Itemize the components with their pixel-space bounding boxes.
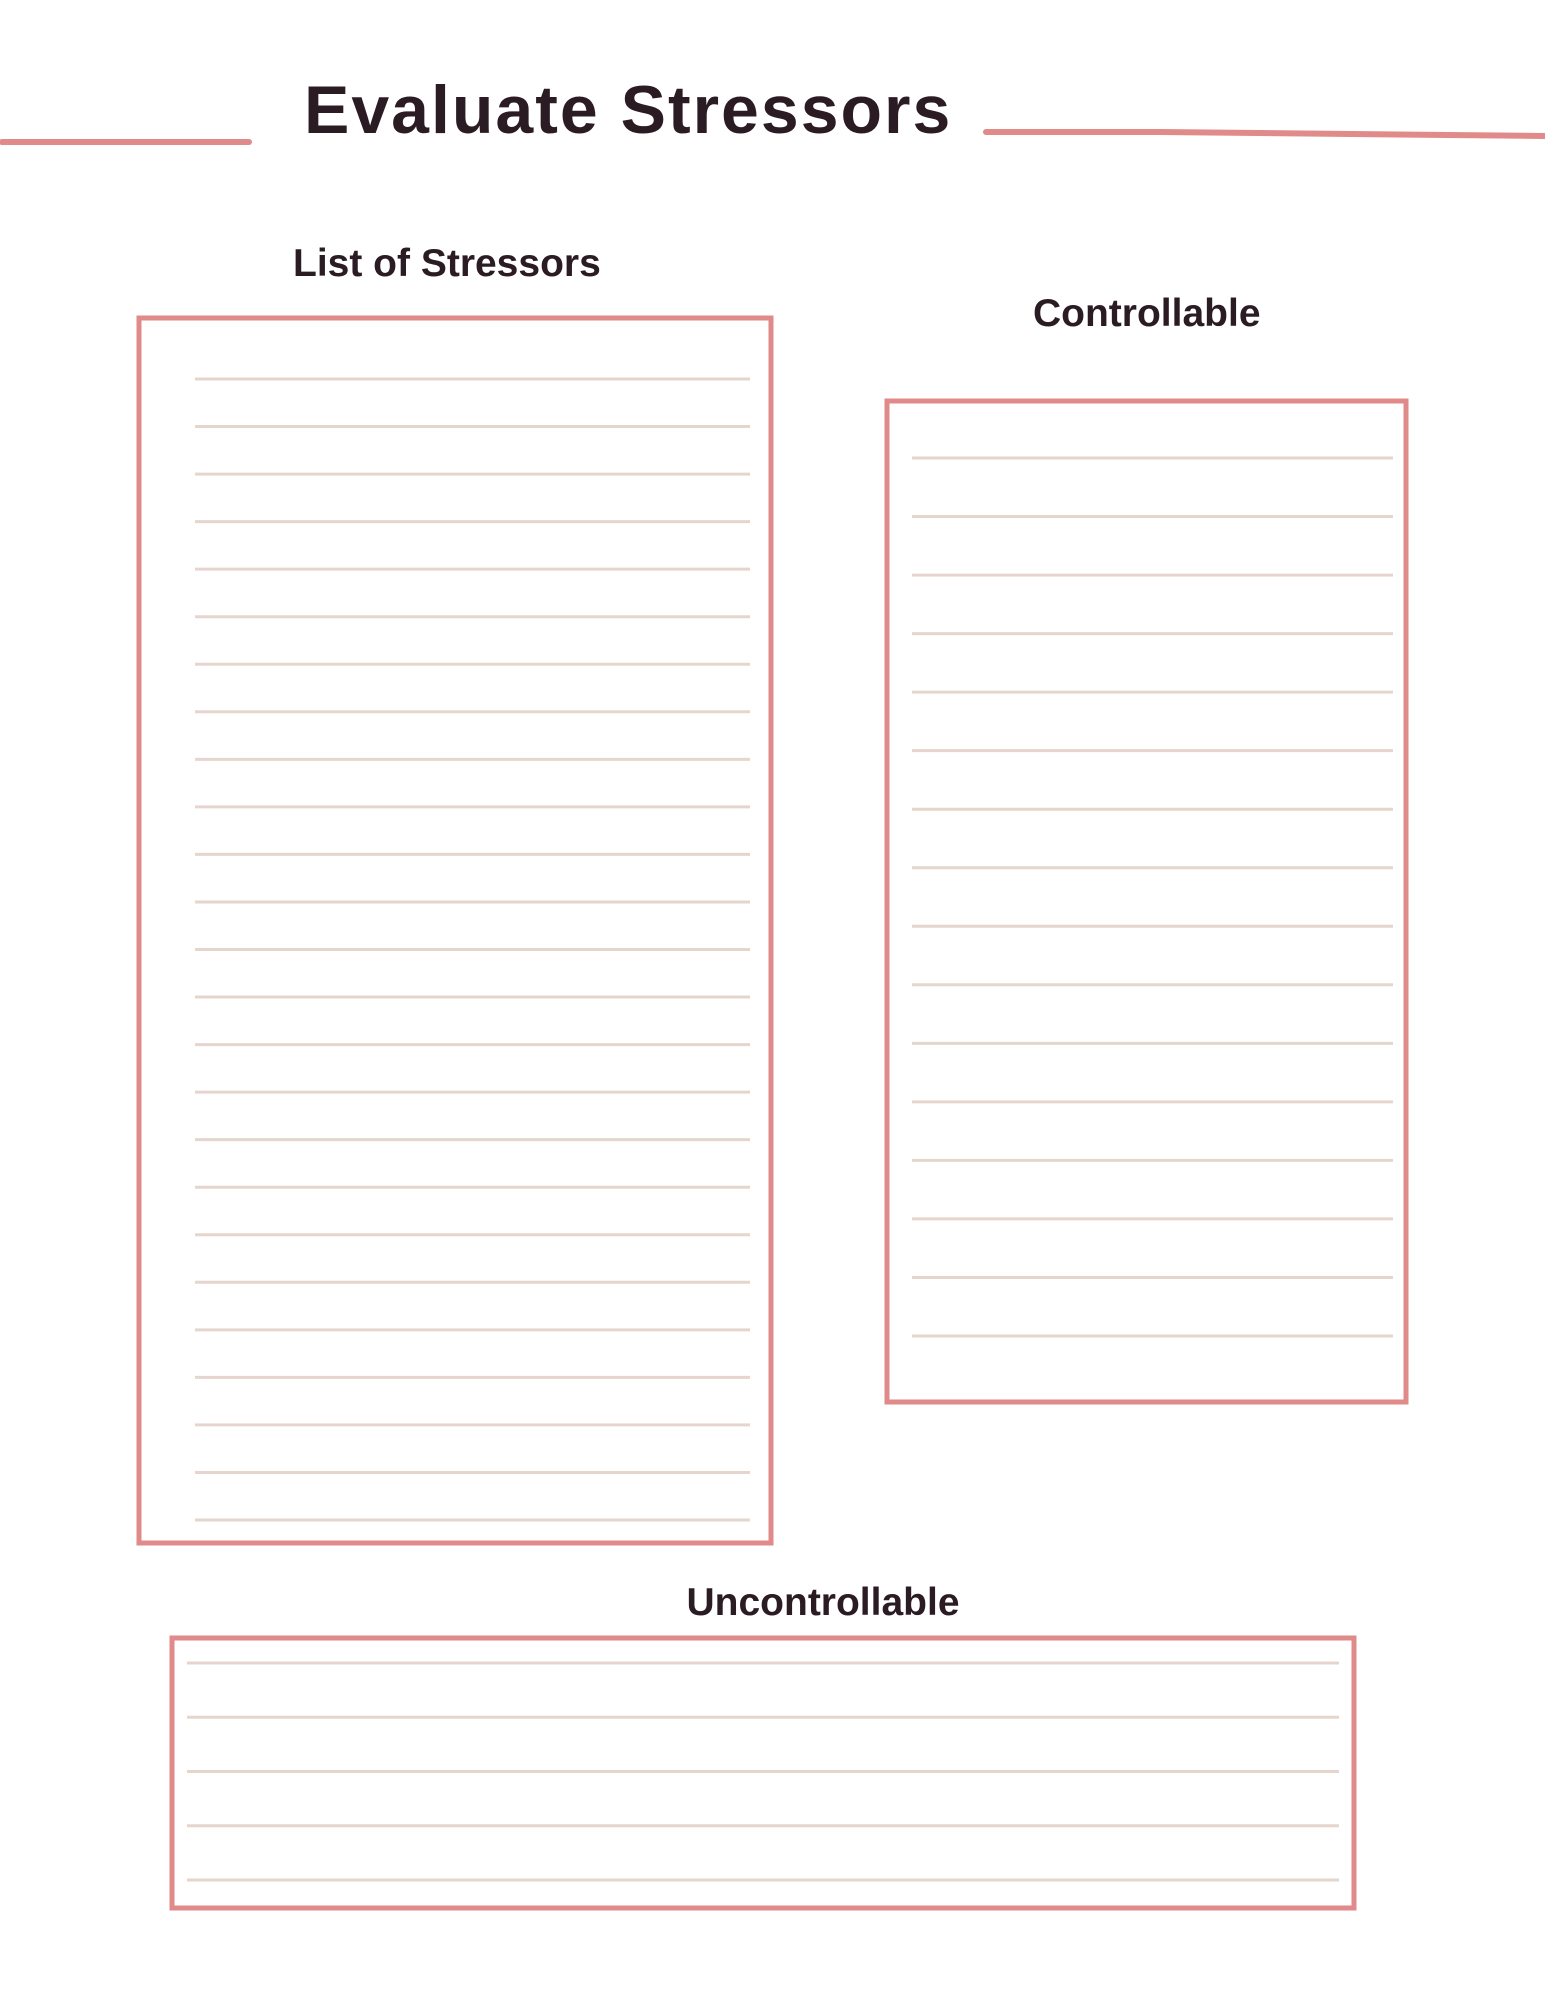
page-title: Evaluate Stressors (304, 72, 953, 148)
list-of-stressors-heading: List of Stressors (293, 242, 601, 285)
controllable-writing-area[interactable] (890, 404, 1403, 1399)
controllable-heading: Controllable (1033, 292, 1261, 335)
title-right-stroke (986, 132, 1545, 136)
list-of-stressors-writing-area[interactable] (142, 321, 768, 1540)
uncontrollable-heading: Uncontrollable (686, 1581, 960, 1624)
uncontrollable-writing-area[interactable] (175, 1641, 1351, 1905)
